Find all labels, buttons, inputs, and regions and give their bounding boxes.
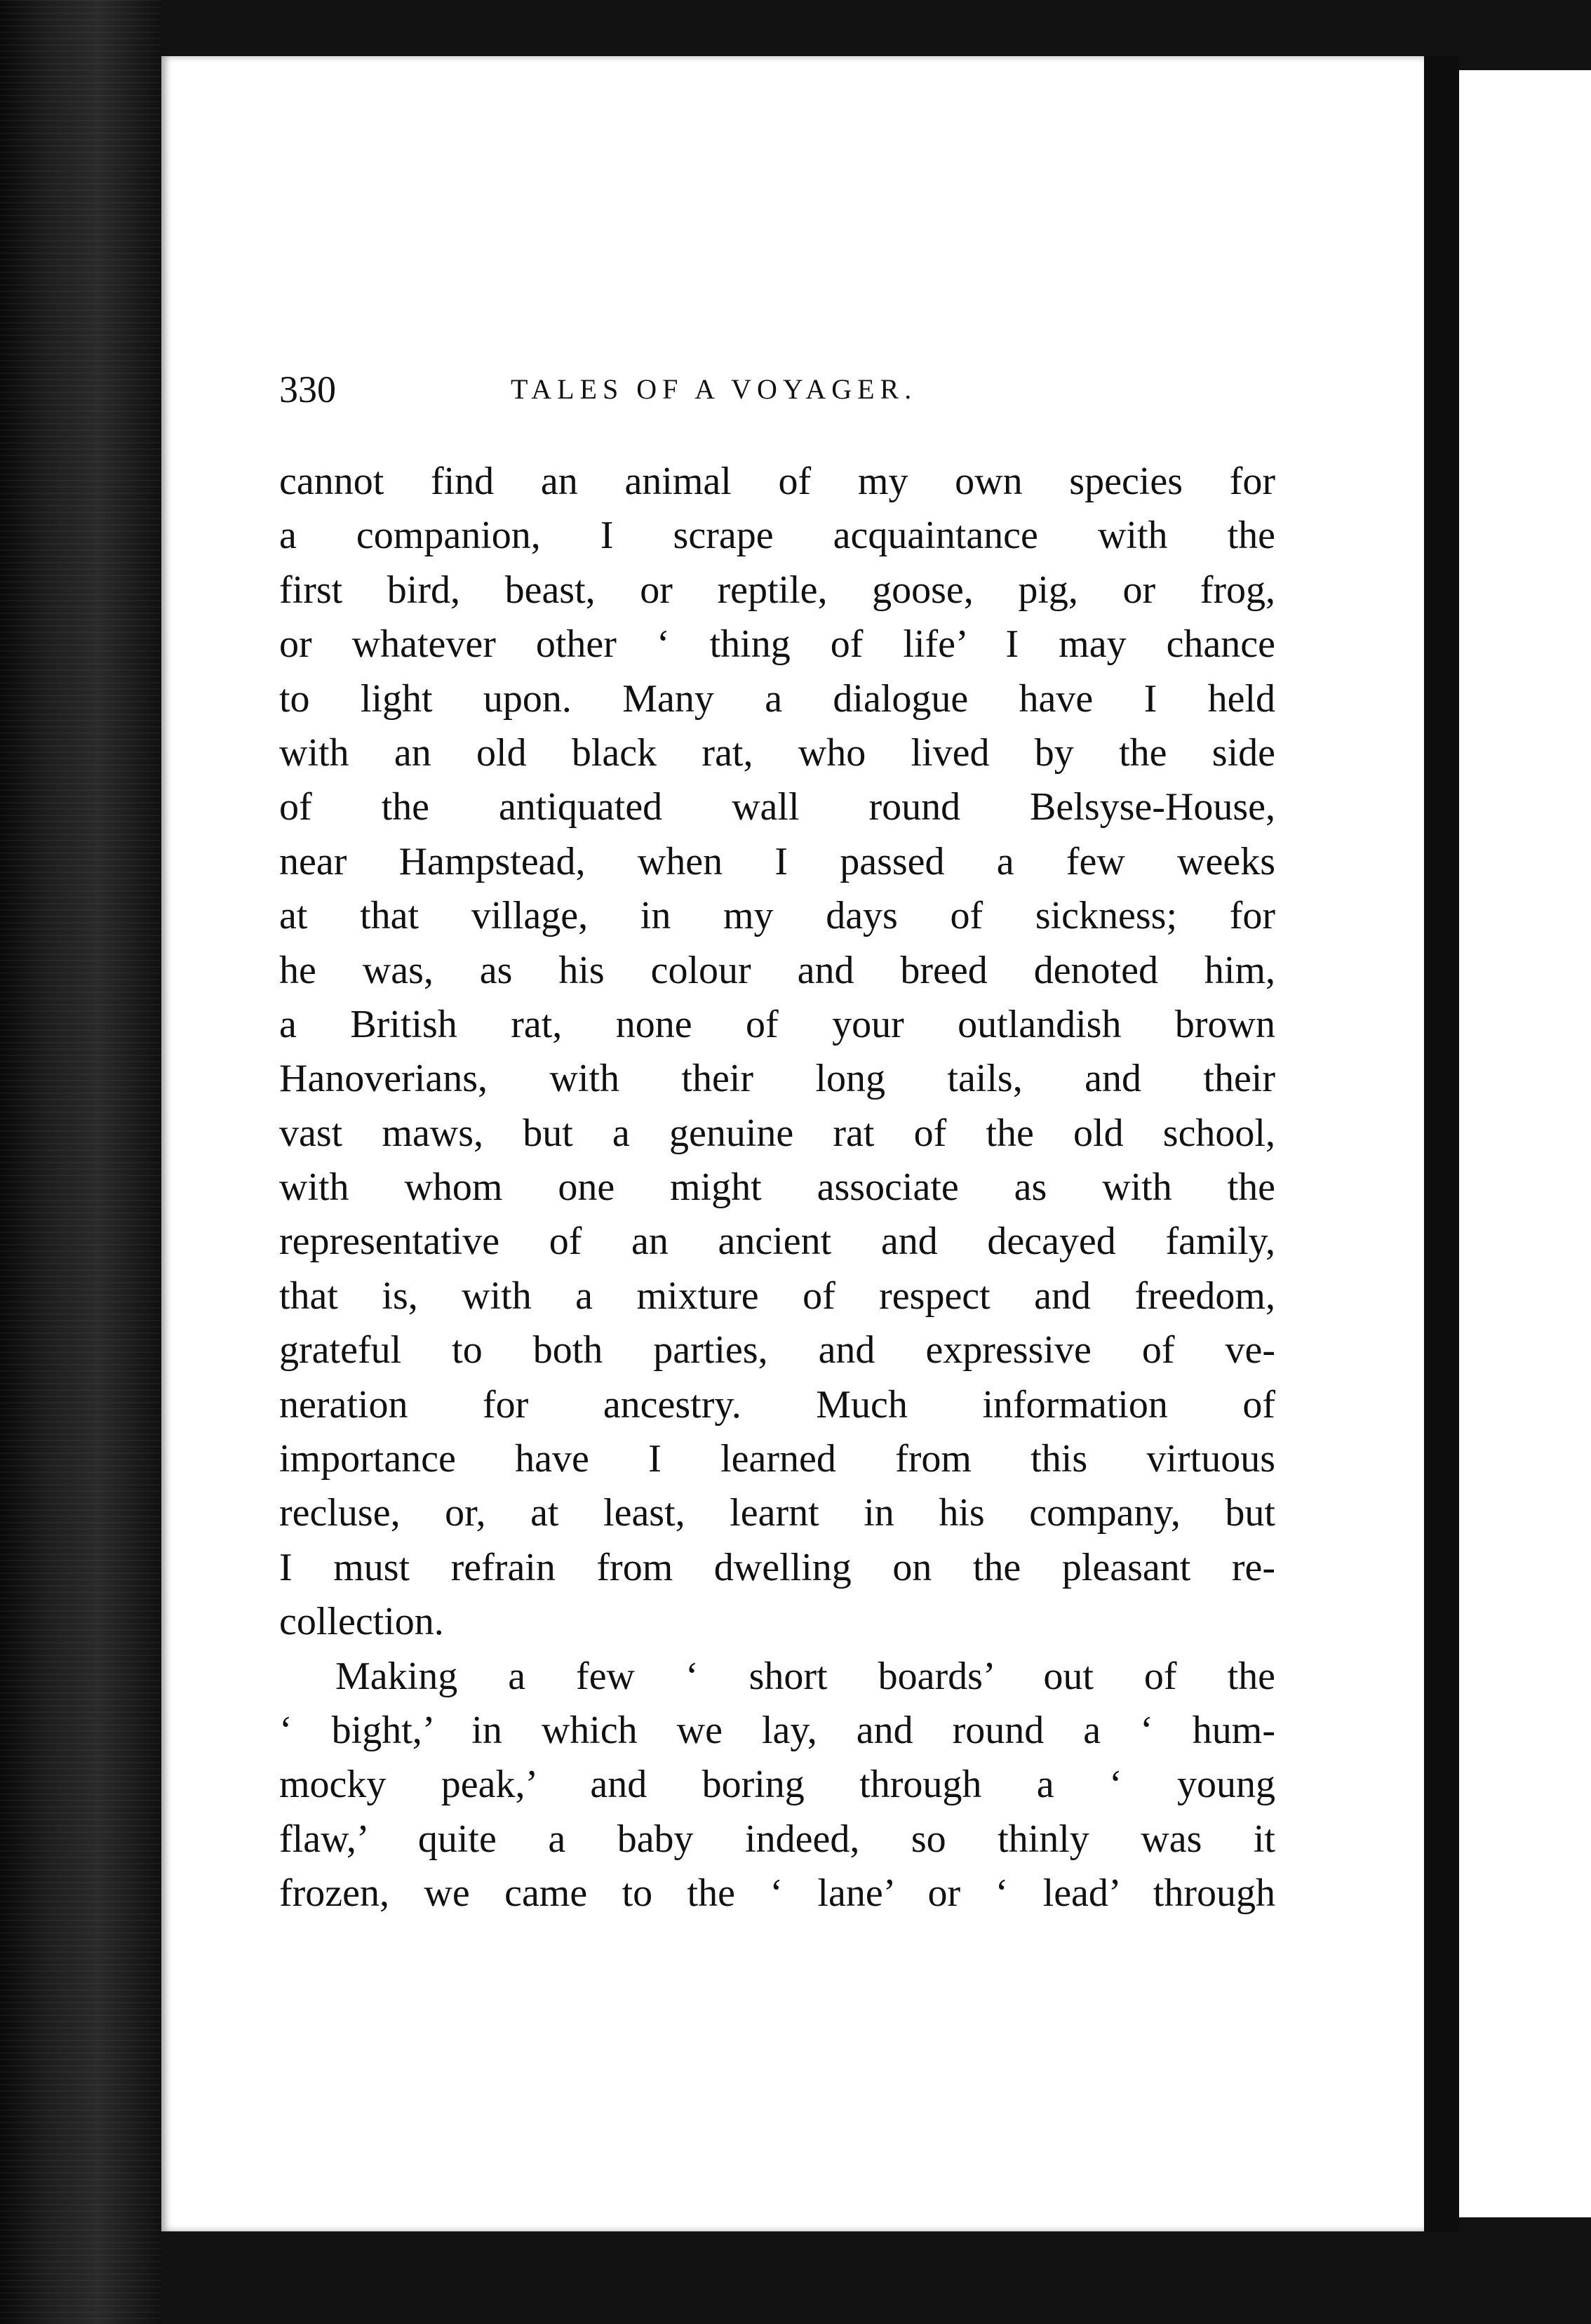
text-line: or whatever other ‘ thing of life’ I may chance	[279, 622, 1275, 667]
text-line: I must refrain from dwelling on the pleasant re-	[279, 1545, 1275, 1589]
text-line: Hanoverians, with their long tails, and their	[279, 1057, 1275, 1101]
text-line: ‘ bight,’ in which we lay, and round a ‘ hum-	[279, 1708, 1275, 1752]
text-line: first bird, beast, or reptile, goose, pig, or frog,	[279, 568, 1275, 612]
text-line: flaw,’ quite a baby indeed, so thinly was it	[279, 1817, 1275, 1861]
text-line: with an old black rat, who lived by the side	[279, 730, 1275, 775]
text-line: a British rat, none of your outlandish brown	[279, 1002, 1275, 1046]
text-line: of the antiquated wall round Belsyse-House,	[279, 785, 1275, 829]
text-line: recluse, or, at least, learnt in his company, but	[279, 1491, 1275, 1535]
page-gutter	[1424, 56, 1459, 2231]
running-head: TALES OF A VOYAGER.	[511, 373, 918, 405]
text-line: to light upon. Many a dialogue have I held	[279, 676, 1275, 721]
text-line: frozen, we came to the ‘ lane’ or ‘ lead’ through	[279, 1871, 1275, 1916]
text-line: cannot find an animal of my own species for	[279, 460, 1275, 503]
body-text	[279, 455, 1275, 1921]
text-line: at that village, in my days of sickness; for	[279, 894, 1275, 938]
text-line: collection.	[279, 1600, 444, 1644]
text-line: Making a few ‘ short boards’ out of the	[335, 1654, 1275, 1698]
text-line: near Hampstead, when I passed a few weeks	[279, 839, 1275, 883]
page-number: 330	[279, 368, 336, 410]
paragraph	[279, 1650, 1275, 1921]
text-line: he was, as his colour and breed denoted him,	[279, 948, 1275, 992]
scan-background-left	[0, 0, 161, 2324]
paragraph	[279, 455, 1275, 1650]
text-line: grateful to both parties, and expressive of ve-	[279, 1328, 1275, 1373]
text-line: importance have I learned from this virtuous	[279, 1437, 1275, 1481]
text-line: that is, with a mixture of respect and freedom,	[279, 1274, 1275, 1318]
text-line: neration for ancestry. Much information of	[279, 1382, 1275, 1427]
text-line: vast maws, but a genuine rat of the old school,	[279, 1111, 1275, 1155]
text-line: representative of an ancient and decayed family,	[279, 1220, 1275, 1264]
text-line: a companion, I scrape acquaintance with the	[279, 514, 1275, 558]
text-line: with whom one might associate as with the	[279, 1166, 1275, 1210]
text-line: mocky peak,’ and boring through a ‘ young	[279, 1763, 1275, 1807]
page-header	[279, 365, 1275, 414]
next-page-edge	[1459, 70, 1591, 2217]
